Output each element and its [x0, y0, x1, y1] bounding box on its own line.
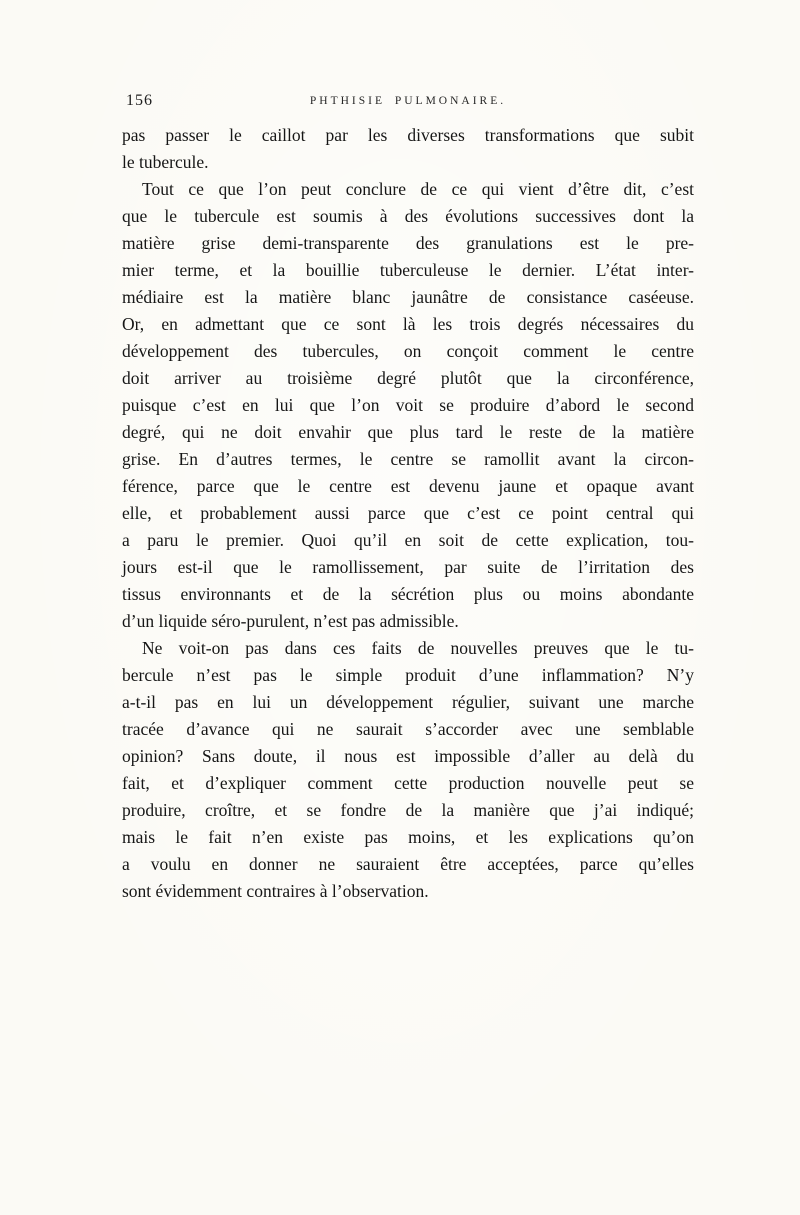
page-number: 156 [126, 92, 153, 109]
text-line: elle, et probablement aussi parce que c’est ce point central qui [122, 503, 694, 523]
text-line: Or, en admettant que ce sont là les trois degrés nécessaires du [122, 314, 694, 334]
text-line: développement des tubercules, on conçoit comment le centre [122, 341, 694, 361]
text-line: doit arriver au troisième degré plutôt que la circonférence, [122, 368, 694, 388]
text-line: a paru le premier. Quoi qu’il en soit de cette explication, tou- [122, 530, 694, 550]
text-line: produire, croître, et se fondre de la manière que j’ai indiqué; [122, 800, 694, 820]
text-line: jours est-il que le ramollissement, par suite de l’irritation des [122, 557, 694, 577]
paragraph [122, 122, 694, 176]
text-line: pas passer le caillot par les diverses transformations que subit [122, 125, 694, 145]
text-line: Tout ce que l’on peut conclure de ce qui vient d’être dit, c’est [142, 179, 694, 199]
text-line: Ne voit-on pas dans ces faits de nouvelles preuves que le tu- [142, 638, 694, 658]
text-line: puisque c’est en lui que l’on voit se produire d’abord le second [122, 395, 694, 415]
text-line: bercule n’est pas le simple produit d’une inflammation? N’y [122, 665, 694, 685]
text-line: grise. En d’autres termes, le centre se ramollit avant la circon- [122, 449, 694, 469]
text-line: tissus environnants et de la sécrétion plus ou moins abondante [122, 584, 694, 604]
text-line: a voulu en donner ne sauraient être acceptées, parce qu’elles [122, 854, 694, 874]
text-line: degré, qui ne doit envahir que plus tard le reste de la matière [122, 422, 694, 442]
text-line: opinion? Sans doute, il nous est impossible d’aller au delà du [122, 746, 694, 766]
text-line: mais le fait n’en existe pas moins, et les explications qu’on [122, 827, 694, 847]
text-line: férence, parce que le centre est devenu jaune et opaque avant [122, 476, 694, 496]
text-line: tracée d’avance qui ne saurait s’accorder avec une semblable [122, 719, 694, 739]
text-line: matière grise demi-transparente des granulations est le pre- [122, 233, 694, 253]
text-line: d’un liquide séro-purulent, n’est pas admissible. [122, 611, 459, 631]
page-header [122, 92, 694, 116]
text-line: fait, et d’expliquer comment cette production nouvelle peut se [122, 773, 694, 793]
text-line: sont évidemment contraires à l’observation. [122, 881, 429, 901]
text-line: mier terme, et la bouillie tuberculeuse le dernier. L’état inter- [122, 260, 694, 280]
paragraph [122, 635, 694, 905]
text-line: a-t-il pas en lui un développement régulier, suivant une marche [122, 692, 694, 712]
text-line: que le tubercule est soumis à des évolutions successives dont la [122, 206, 694, 226]
page-body [122, 122, 694, 905]
paragraph [122, 176, 694, 635]
running-title: PHTHISIE PULMONAIRE. [309, 95, 507, 107]
text-line: médiaire est la matière blanc jaunâtre de consistance caséeuse. [122, 287, 694, 307]
text-line: le tubercule. [122, 152, 209, 172]
